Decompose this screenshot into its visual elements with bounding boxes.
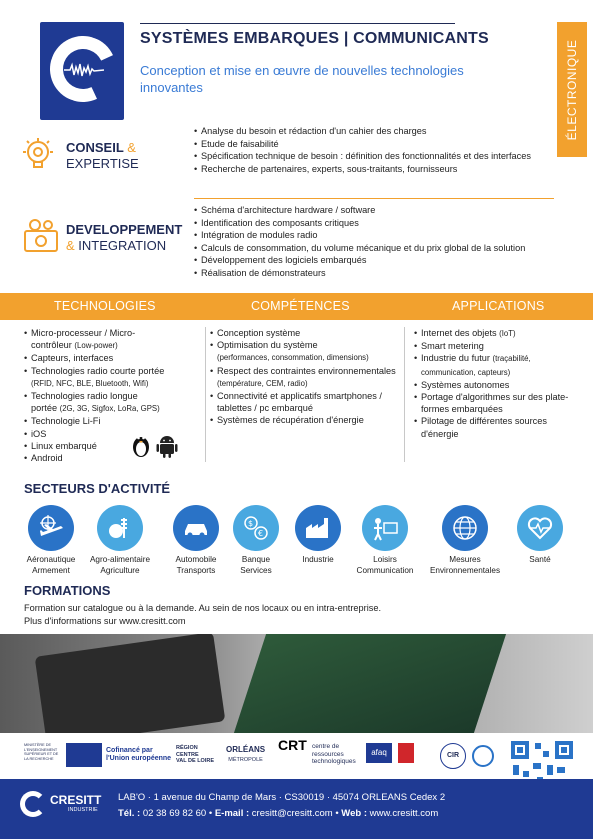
ministere-logo: MINISTÈRE DE L'ENSEIGNEMENT SUPÉRIEUR ET DE LA RECHERCHE	[24, 743, 59, 761]
region-logo: RÉGION CENTRE VAL DE LOIRE	[176, 745, 214, 764]
cii-logo	[472, 745, 494, 767]
plane-target-icon	[28, 505, 74, 551]
list-item: • Respect des contraintes environnementales (température, CEM, radio)	[210, 365, 400, 390]
conseil-amp: &	[127, 140, 136, 155]
list-item: • Développement des logiciels embarqués	[194, 254, 559, 267]
title-rule	[140, 23, 455, 24]
list-item: • Intégration de modules radio	[194, 229, 559, 242]
svg-text:$: $	[248, 519, 254, 528]
leisure-icon	[362, 505, 408, 551]
conseil-list	[194, 125, 539, 175]
developpement-list	[194, 204, 559, 280]
technologies-heading: TECHNOLOGIES	[54, 299, 156, 313]
svg-text:€: €	[258, 529, 264, 538]
food-icon	[97, 505, 143, 551]
footer-brand: CRESITT	[50, 793, 102, 807]
android-icon	[156, 434, 178, 458]
list-item: • Internet des objets (IoT)	[414, 327, 574, 340]
list-item: • Spécification technique de besoin : définition des fonctionnalités et des interfaces	[194, 150, 539, 163]
sector-mesures	[425, 505, 505, 576]
list-item: • Pilotage de différentes sources d'énergie	[414, 415, 574, 439]
cresitt-logo	[40, 22, 124, 120]
developpement-title-2: INTEGRATION	[78, 238, 167, 253]
list-item: • Analyse du besoin et rédaction d'un cahier des charges	[194, 125, 539, 138]
list-item: • Conception système	[210, 327, 400, 339]
conseil-title-2: EXPERTISE	[66, 156, 139, 171]
list-item: • Identification des composants critiques	[194, 217, 559, 230]
sector-label: Mesures	[449, 555, 481, 564]
list-item: • Capteurs, interfaces	[24, 352, 204, 364]
lightbulb-gear-icon	[22, 136, 60, 174]
list-item: • Schéma d'architecture hardware / software	[194, 204, 559, 217]
formations-title: FORMATIONS	[24, 583, 111, 598]
crt-text: centre de ressources technologiques	[312, 743, 356, 765]
list-item: • Recherche de partenaires, experts, sous-traitants, fournisseurs	[194, 163, 539, 176]
sector-label: Transports	[176, 565, 216, 575]
footer	[0, 779, 593, 839]
heart-icon	[517, 505, 563, 551]
sector-label: Santé	[529, 555, 551, 564]
footer-brand-sub: INDUSTRIE	[68, 807, 98, 813]
category-tab-label: ÉLECTRONIQUE	[565, 39, 579, 140]
linux-penguin-icon	[130, 432, 152, 458]
formations-line: Formation sur catalogue ou à la demande. Au sein de nos locaux ou en intra-entreprise.	[24, 603, 381, 613]
list-item: • Micro-processeur / Micro- contrôleur (Low-power)	[24, 327, 204, 352]
money-icon	[233, 505, 279, 551]
formations-text	[24, 602, 544, 627]
section-divider	[194, 198, 554, 199]
conseil-title-1: CONSEIL	[66, 140, 124, 155]
list-item: • Technologies radio courte portée (RFID, NFC, BLE, Bluetooth, Wifi)	[24, 365, 204, 390]
phone-link[interactable]: 02 38 69 82 60	[142, 808, 207, 819]
partners-strip	[0, 733, 593, 779]
orleans-logo: ORLÉANS MÉTROPOLE	[226, 745, 266, 763]
page-subtitle: Conception et mise en œuvre de nouvelles technologies innovantes	[140, 63, 464, 95]
competences-column	[210, 327, 400, 427]
page-title: SYSTÈMES EMBARQUES | COMMUNICANTS	[140, 30, 489, 47]
circuit-board	[234, 634, 506, 733]
device-enclosure	[35, 634, 226, 733]
factory-icon	[295, 505, 341, 551]
applications-heading: APPLICATIONS	[452, 299, 545, 313]
category-tab	[557, 22, 587, 157]
footer-logo	[20, 787, 110, 823]
sector-label: Agro-alimentaire	[89, 555, 151, 564]
cir-logo: CIR	[440, 743, 466, 769]
list-item: • Optimisation du système (performances, consommation, dimensions)	[210, 339, 400, 364]
column-separator	[404, 327, 405, 462]
footer-address: LAB'O · 1 avenue du Champ de Mars · CS30019 · 45074 ORLEANS Cedex 2	[118, 792, 446, 803]
list-item: • Technologie Li-Fi	[24, 415, 204, 427]
list-item: • Portage d'algorithmes sur des plate-formes embarquées	[414, 391, 574, 415]
sector-aeronautique	[11, 505, 91, 576]
sector-label: Loisirs	[373, 555, 397, 564]
formations-line: Plus d'informations sur www.cresitt.com	[24, 615, 186, 626]
conseil-title	[66, 140, 139, 172]
list-item: • iOS	[24, 428, 204, 440]
sector-label: Armement	[32, 565, 70, 575]
list-item: • Calculs de consommation, du volume mécanique et du prix global de la solution	[194, 242, 559, 255]
car-icon	[173, 505, 219, 551]
sector-label: Agriculture	[100, 565, 140, 575]
computer-gears-icon	[22, 217, 60, 255]
list-item: • Réalisation de démonstrateurs	[194, 267, 559, 280]
eu-text: Cofinancé par l'Union européenne	[106, 747, 172, 762]
developpement-title	[66, 222, 182, 254]
sector-label: Industrie	[302, 555, 334, 564]
email-link[interactable]: cresitt@cresitt.com	[251, 808, 333, 819]
sector-label: Banque	[241, 555, 271, 564]
list-item: • Smart metering	[414, 340, 574, 352]
sector-label: Automobile	[175, 555, 217, 564]
sector-label: Communication	[356, 565, 414, 575]
certif-logo	[398, 743, 414, 763]
competences-heading: COMPÉTENCES	[251, 299, 350, 313]
sector-loisirs	[345, 505, 425, 576]
applications-column	[414, 327, 574, 440]
list-item: • Linux embarqué	[24, 440, 204, 452]
developpement-title-1: DEVELOPPEMENT	[66, 222, 183, 237]
sector-label: Aéronautique	[26, 555, 76, 564]
eu-flag-icon	[66, 743, 102, 767]
list-item: • Connectivité et applicatifs smartphones / tablettes / pc embarqué	[210, 390, 400, 414]
secteurs-title: SECTEURS D'ACTIVITÉ	[24, 481, 171, 496]
sector-label: Environnementales	[429, 565, 501, 575]
developpement-amp: &	[66, 238, 75, 253]
c-letter-shape	[20, 791, 46, 817]
globe-icon	[442, 505, 488, 551]
footer-contact: Tél. : 02 38 69 82 60 • E-mail : cresitt@cresitt.com • Web : www.cresitt.com	[118, 808, 439, 819]
product-photo	[0, 634, 593, 733]
sector-sante	[500, 505, 580, 566]
list-item: • Technologies radio longue portée (2G, 3G, Sigfox, LoRa, GPS)	[24, 390, 204, 415]
sector-label: Services	[240, 565, 272, 575]
crt-logo: CRT	[278, 737, 307, 753]
afaq-logo: afaq	[366, 743, 392, 763]
list-item: • Android	[24, 452, 204, 464]
wave-icon	[64, 62, 104, 78]
list-item: • Systèmes de récupération d'énergie	[210, 414, 400, 426]
column-separator	[205, 327, 206, 462]
list-item: • Industrie du futur (traçabilité, communication, capteurs)	[414, 352, 574, 378]
sector-agro	[80, 505, 160, 576]
list-item: • Systèmes autonomes	[414, 379, 574, 391]
web-link[interactable]: www.cresitt.com	[369, 808, 439, 819]
list-item: • Etude de faisabilité	[194, 138, 539, 151]
